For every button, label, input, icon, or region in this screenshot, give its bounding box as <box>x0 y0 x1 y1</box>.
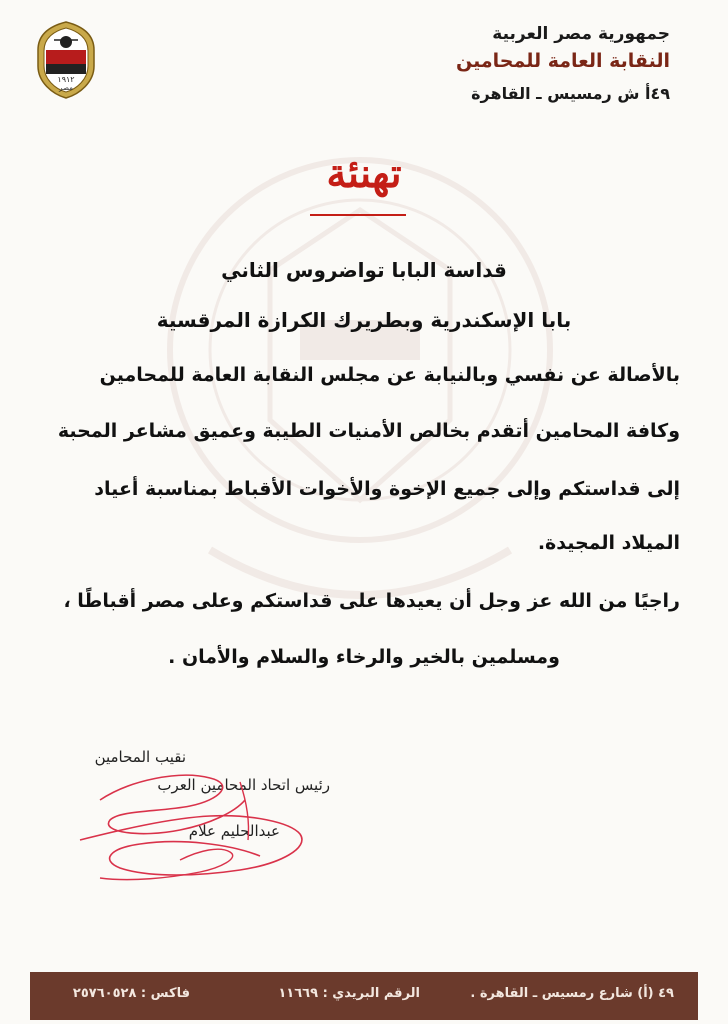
logo-country: مصر <box>59 84 73 92</box>
signature-role-2: رئيس اتحاد المحامين العرب <box>157 776 330 794</box>
paragraph-line: إلى قداستكم وإلى جميع الإخوة والأخوات الأقباط بمناسبة أعياد <box>94 478 680 500</box>
letter-title: تهنئة <box>326 150 402 197</box>
logo-year: ١٩١٢ <box>57 75 75 84</box>
title-underline <box>310 214 406 216</box>
footer-address: ٤٩ (أ) شارع رمسيس ـ القاهرة . <box>470 986 674 1001</box>
paragraph-line: الميلاد المجيدة. <box>537 532 680 554</box>
addressee-line-2: بابا الإسكندرية وبطريرك الكرازة المرقسية <box>156 308 572 332</box>
footer-fax: فاكس : ٢٥٧٦٠٥٢٨ <box>72 986 190 1001</box>
signature-role-1: نقيب المحامين <box>94 748 186 766</box>
header-address: ٤٩أ ش رمسيس ـ القاهرة <box>471 84 670 103</box>
header-syndicate: النقابة العامة للمحامين <box>456 50 670 72</box>
footer-bar <box>30 972 698 1020</box>
footer-postal-code: الرقم البريدي : ١١٦٦٩ <box>278 986 420 1001</box>
syndicate-logo <box>34 20 98 100</box>
addressee-line-1: قداسة البابا تواضروس الثاني <box>221 258 507 282</box>
paragraph-line: وكافة المحامين أتقدم بخالص الأمنيات الطيبة وعميق مشاعر المحبة <box>57 420 680 442</box>
paragraph-line: بالأصالة عن نفسي وبالنيابة عن مجلس النقابة العامة للمحامين <box>99 364 680 386</box>
signature-name: عبدالحليم علام <box>188 822 280 840</box>
wish-line: راجيًا من الله عز وجل أن يعيدها على قداستكم وعلى مصر أقباطًا ، <box>63 590 680 612</box>
header-republic: جمهورية مصر العربية <box>492 24 670 44</box>
wish-line: ومسلمين بالخير والرخاء والسلام والأمان . <box>168 646 560 668</box>
handwritten-signature-icon <box>60 760 320 890</box>
